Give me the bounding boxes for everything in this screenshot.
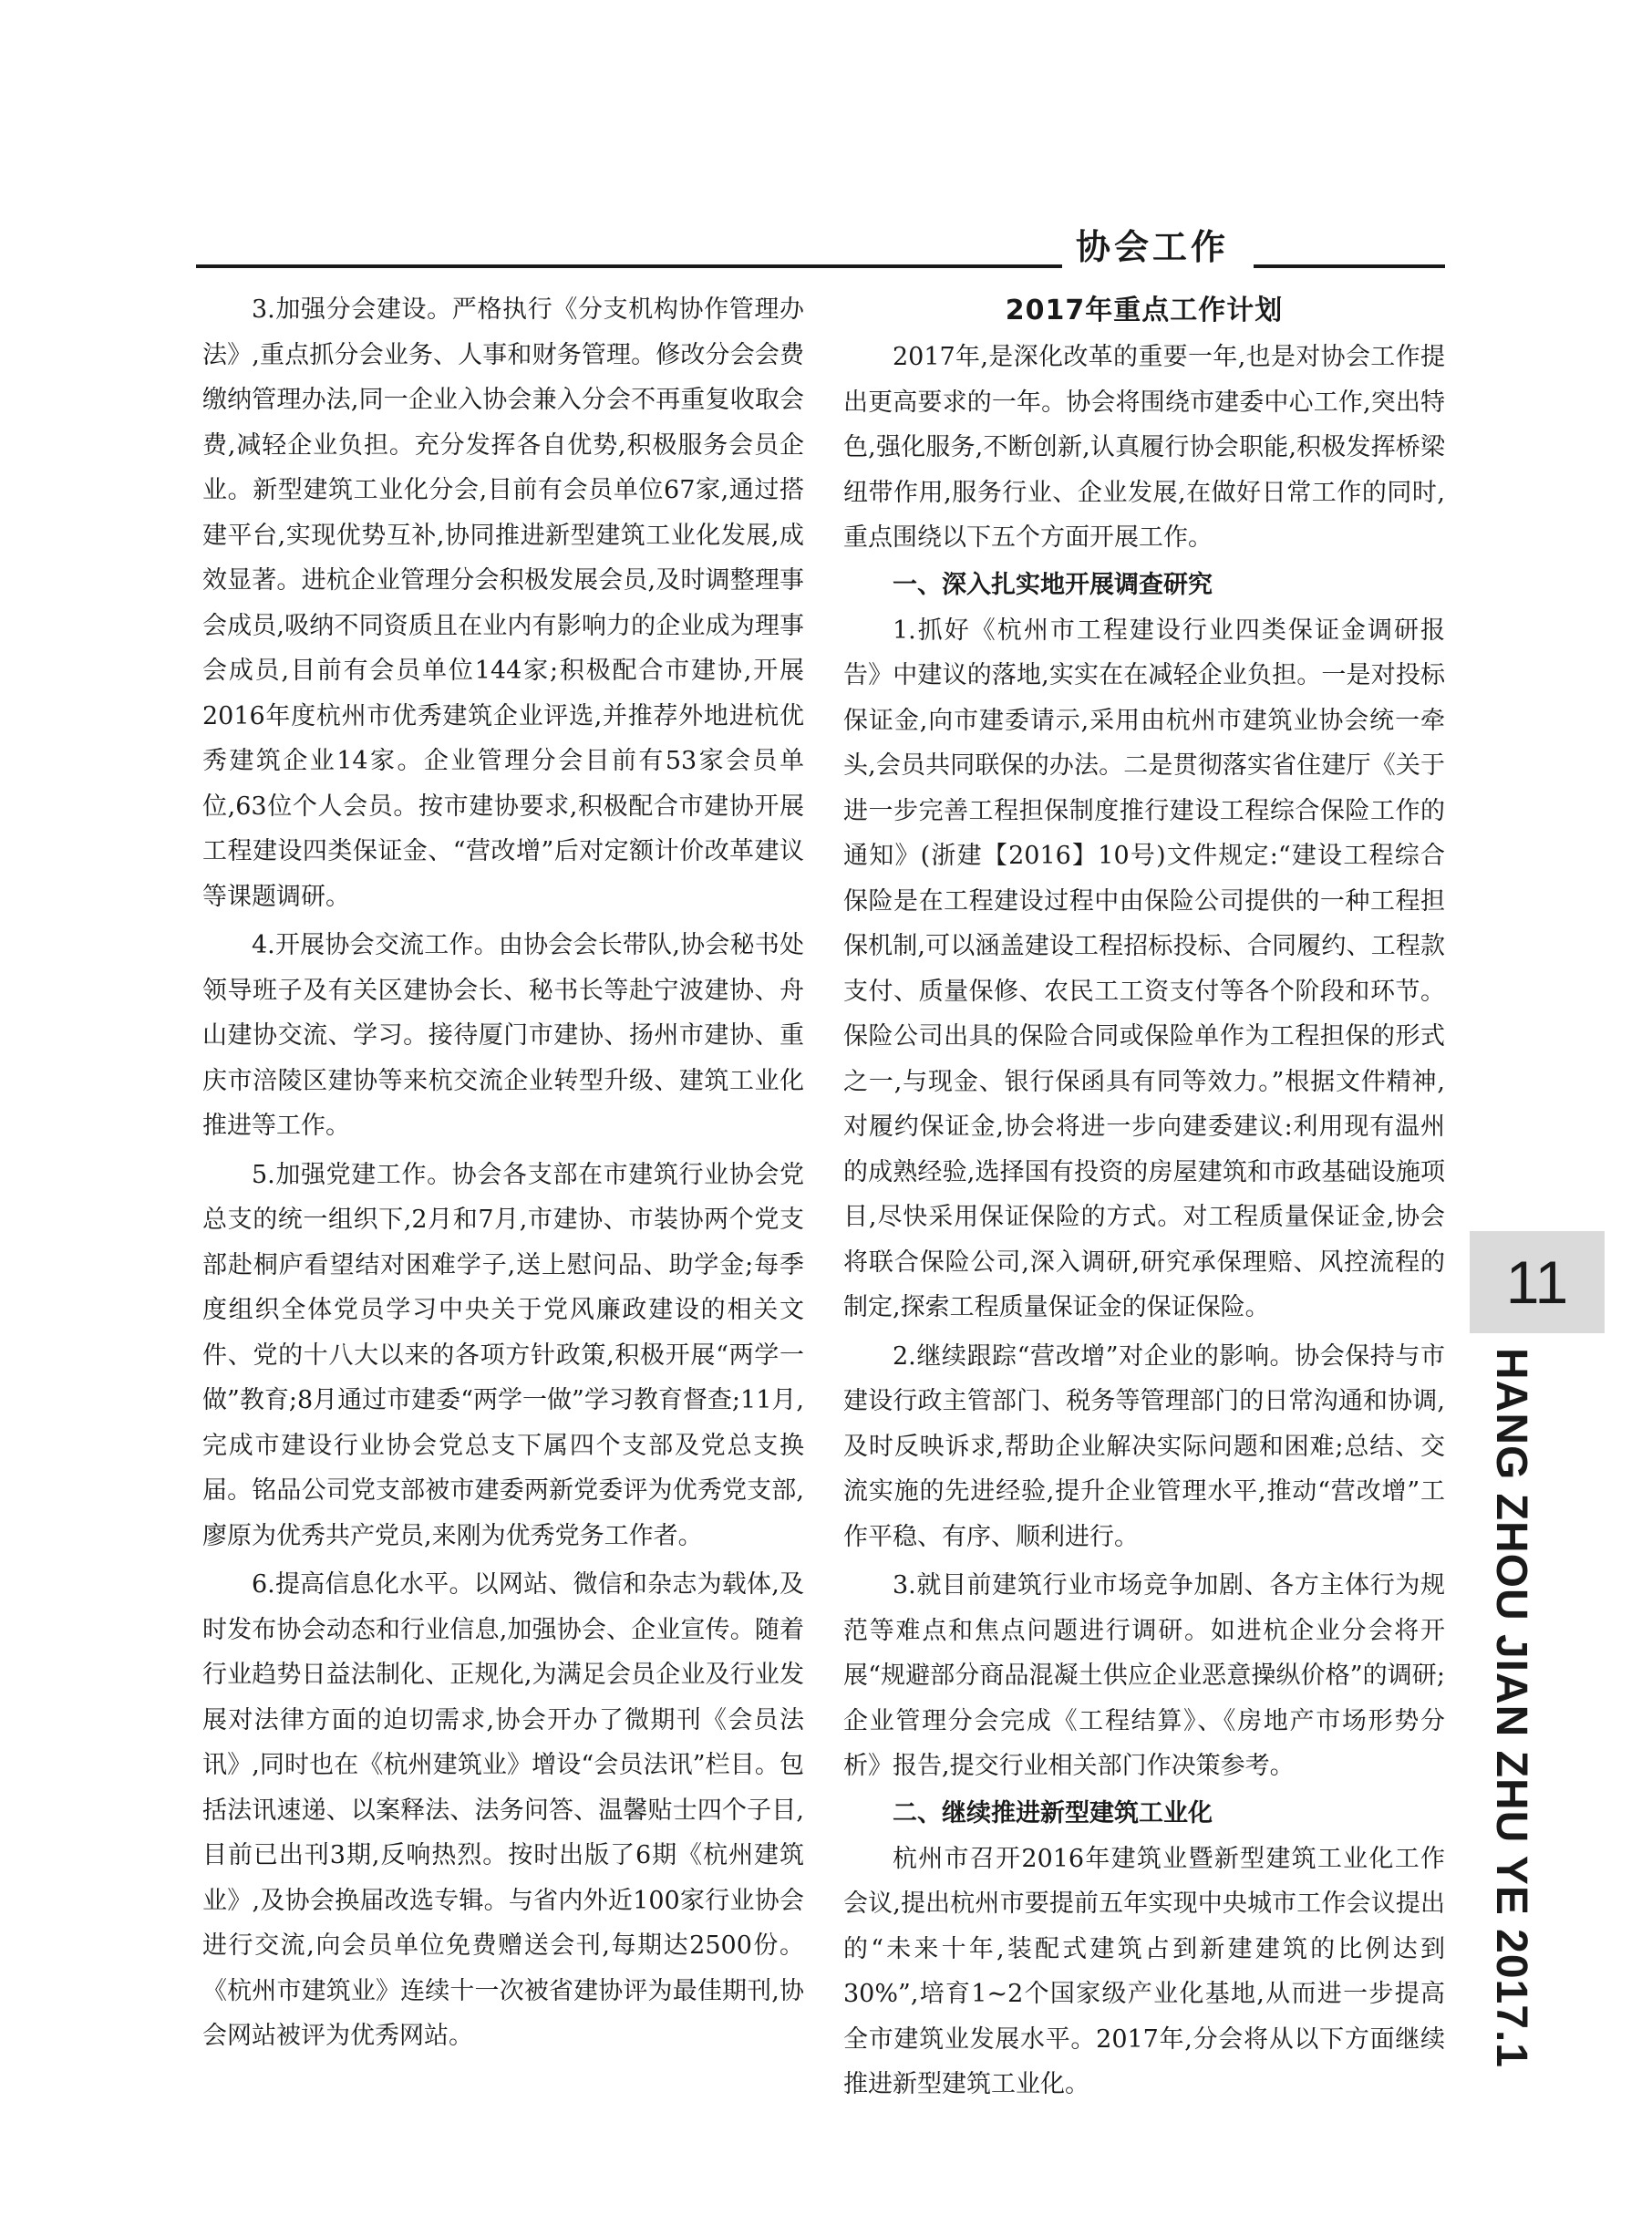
paragraph: 3.加强分会建设。严格执行《分支机构协作管理办法》,重点抓分会业务、人事和财务管理。修改分会会费缴纳管理办法,同一企业入协会兼入分会不再重复收取会费,减轻企业负担。充分发挥各自优势,积极服务会员企业。新型建筑工业化分会,目前有会员单位67家,通过搭建平台,实现优势互补,协同推进新型建筑工业化发展,成效显著。进杭企业管理分会积极发展会员,及时调整理事会成员,吸纳不同资质且在业内有影响力的企业成为理事会成员,目前有会员单位144家;积极配合市建协,开展2016年度杭州市优秀建筑企业评选,并推荐外地进杭优秀建筑企业14家。企业管理分会目前有53家会员单位,63位个人会员。按市建协要求,积极配合市建协开展工程建设四类保证金、“营改增”后对定额计价改革建议等课题调研。 (202, 295, 804, 911)
header-rule-left (196, 264, 1062, 268)
page-number: 11 (1505, 1248, 1569, 1316)
article-title: 2017年重点工作计划 (1005, 295, 1284, 326)
intro-paragraph: 2017年,是深化改革的重要一年,也是对协会工作提出更高要求的一年。协会将围绕市建委中心工作,突出特色,强化服务,不断创新,认真履行协会职能,积极发挥桥梁纽带作用,服务行业、企业发展,在做好日常工作的同时,重点围绕以下五个方面开展工作。 (843, 343, 1445, 552)
page-number-tab (1470, 1231, 1605, 1333)
paragraph: 杭州市召开2016年建筑业暨新型建筑工业化工作会议,提出杭州市要提前五年实现中央城市工作会议提出的“未来十年,装配式建筑占到新建建筑的比例达到30%”,培育1~2个国家级产业化基地,从而进一步提高全市建筑业发展水平。2017年,分会将从以下方面继续推进新型建筑工业化。 (843, 1844, 1445, 2098)
paragraph: 3.就目前建筑行业市场竞争加剧、各方主体行为规范等难点和焦点问题进行调研。如进杭企业分会将开展“规避部分商品混凝土供应企业恶意操纵价格”的调研;企业管理分会完成《工程结算》、《房地产市场形势分析》报告,提交行业相关部门作决策参考。 (843, 1571, 1445, 1780)
right-column (843, 287, 1445, 2107)
paragraph: 6.提高信息化水平。以网站、微信和杂志为载体,及时发布协会动态和行业信息,加强协会、企业宣传。随着行业趋势日益法制化、正规化,为满足会员企业及行业发展对法律方面的迫切需求,协会开办了微期刊《会员法讯》,同时也在《杭州建筑业》增设“会员法讯”栏目。包括法讯速递、以案释法、法务问答、温馨贴士四个子目,目前已出刊3期,反响热烈。按时出版了6期《杭州建筑业》,及协会换届改选专辑。与省内外近100家行业协会进行交流,向会员单位免费赠送会刊,每期达2500份。《杭州市建筑业》连续十一次被省建协评为最佳期刊,协会网站被评为优秀网站。 (202, 1570, 804, 2050)
paragraph: 4.开展协会交流工作。由协会会长带队,协会秘书处领导班子及有关区建协会长、秘书长等赴宁波建协、舟山建协交流、学习。接待厦门市建协、扬州市建协、重庆市涪陵区建协等来杭交流企业转型升级、建筑工业化推进等工作。 (202, 931, 804, 1140)
section-heading-2: 二、继续推进新型建筑工业化 (893, 1798, 1213, 1827)
paragraph: 1.抓好《杭州市工程建设行业四类保证金调研报告》中建议的落地,实实在在减轻企业负担。一是对投标保证金,向市建委请示,采用由杭州市建筑业协会统一牵头,会员共同联保的办法。二是贯彻落实省住建厅《关于进一步完善工程担保制度推行建设工程综合保险工作的通知》(浙建【2016】10号)文件规定:“建设工程综合保险是在工程建设过程中由保险公司提供的一种工程担保机制,可以涵盖建设工程招标投标、合同履约、工程款支付、质量保修、农民工工资支付等各个阶段和环节。保险公司出具的保险合同或保险单作为工程担保的形式之一,与现金、银行保函具有同等效力。”根据文件精神,对履约保证金,协会将进一步向建委建议:利用现有温州的成熟经验,选择国有投资的房屋建筑和市政基础设施项目,尽快采用保证保险的方式。对工程质量保证金,协会将联合保险公司,深入调研,研究承保理赔、风控流程的制定,探索工程质量保证金的保证保险。 (843, 616, 1445, 1321)
header-rule-right (1254, 264, 1445, 268)
magazine-title-vertical: HANG ZHOU JIAN ZHU YE 2017.1 (1487, 1348, 1535, 2068)
section-title: 协会工作 (1076, 227, 1230, 267)
left-column (202, 287, 804, 2059)
paragraph: 2.继续跟踪“营改增”对企业的影响。协会保持与市建设行政主管部门、税务等管理部门的日常沟通和协调,及时反映诉求,帮助企业解决实际问题和困难;总结、交流实施的先进经验,提升企业管理水平,推动“营改增”工作平稳、有序、顺利进行。 (843, 1341, 1445, 1551)
paragraph: 5.加强党建工作。协会各支部在市建筑行业协会党总支的统一组织下,2月和7月,市建协、市装协两个党支部赴桐庐看望结对困难学子,送上慰问品、助学金;每季度组织全体党员学习中央关于党风廉政建设的相关文件、党的十八大以来的各项方针政策,积极开展“两学一做”教育;8月通过市建委“两学一做”学习教育督查;11月,完成市建设行业协会党总支下属四个支部及党总支换届。铭品公司党支部被市建委两新党委评为优秀党支部,廖原为优秀共产党员,来刚为优秀党务工作者。 (202, 1160, 804, 1550)
section-heading-1: 一、深入扎实地开展调查研究 (893, 570, 1213, 599)
